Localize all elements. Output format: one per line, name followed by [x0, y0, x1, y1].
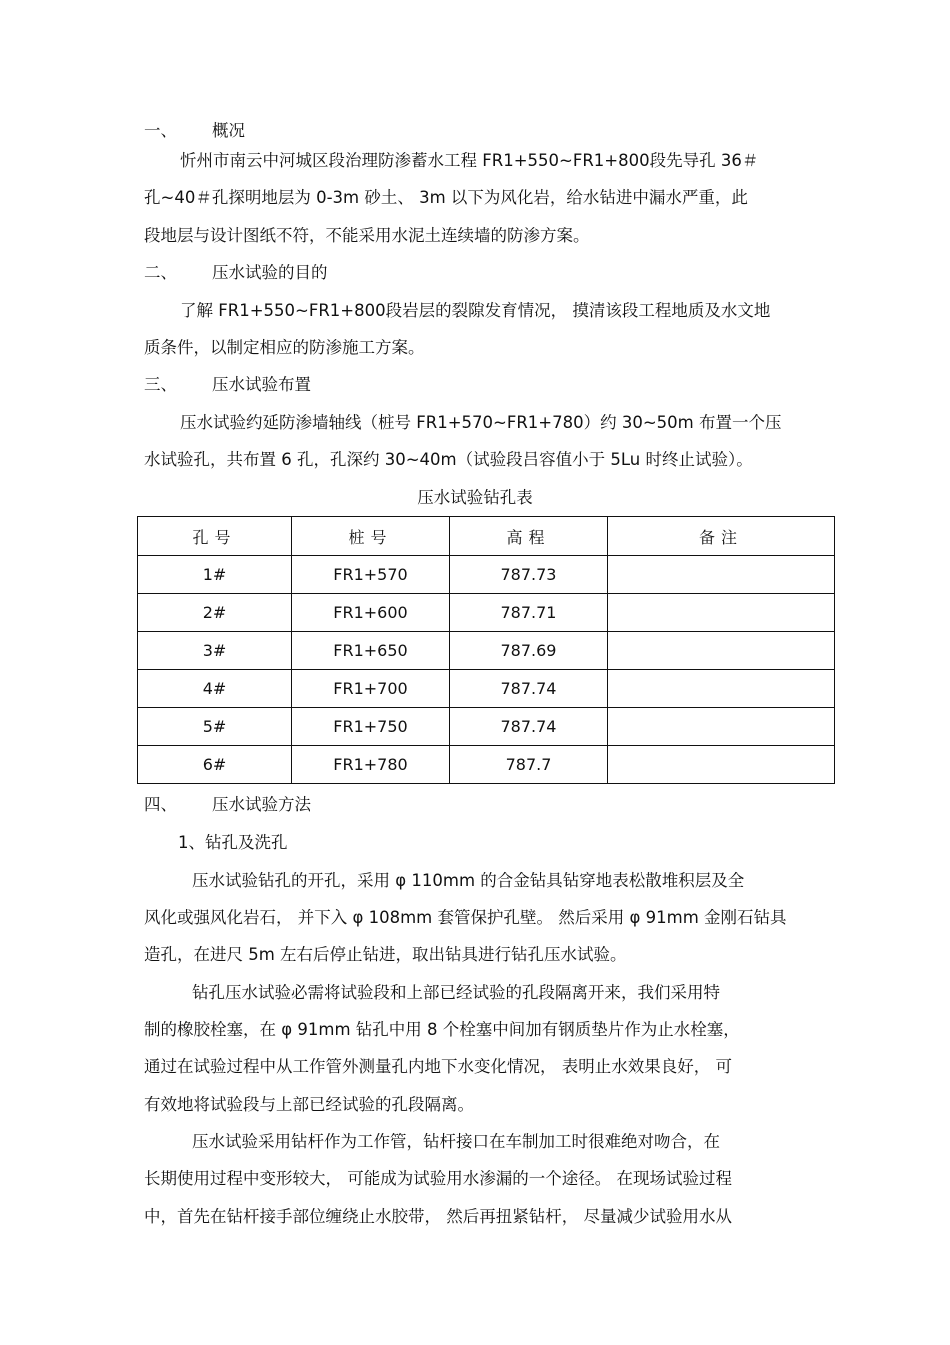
section-number: 一、	[144, 121, 177, 140]
hole-number-cell: 6#	[138, 746, 292, 784]
section-title: 压水试验布置	[212, 375, 311, 394]
elevation-cell: 787.74	[450, 708, 608, 746]
paragraph-line: 压水试验采用钻杆作为工作管，钻杆接口在车制加工时很难绝对吻合，在	[192, 1132, 720, 1151]
section-number: 四、	[144, 795, 177, 814]
paragraph-line: 风化或强风化岩石， 并下入 φ 108mm 套管保护孔壁。 然后采用 φ 91mm 金刚石钻具	[144, 908, 787, 927]
table-row	[138, 594, 835, 632]
table-row	[138, 670, 835, 708]
hole-number-cell: 4#	[138, 670, 292, 708]
elevation-cell: 787.69	[450, 632, 608, 670]
paragraph-line: 压水试验钻孔的开孔，采用 φ 110mm 的合金钻具钻穿地表松散堆积层及全	[192, 871, 745, 890]
paragraph-line: 中，首先在钻杆接手部位缠绕止水胶带， 然后再扭紧钻杆， 尽量减少试验用水从	[144, 1207, 732, 1226]
station-cell: FR1+700	[292, 670, 450, 708]
hole-number-cell: 1#	[138, 556, 292, 594]
paragraph-line: 有效地将试验段与上部已经试验的孔段隔离。	[144, 1095, 474, 1114]
remark-cell	[608, 670, 835, 708]
remark-cell	[608, 746, 835, 784]
table-row	[138, 632, 835, 670]
section-heading-2	[144, 262, 328, 284]
column-header: 高程	[450, 517, 608, 556]
remark-cell	[608, 708, 835, 746]
elevation-cell: 787.74	[450, 670, 608, 708]
section-title: 压水试验方法	[212, 795, 311, 814]
section-title: 概况	[212, 121, 245, 140]
remark-cell	[608, 556, 835, 594]
table-row	[138, 746, 835, 784]
station-cell: FR1+570	[292, 556, 450, 594]
station-cell: FR1+780	[292, 746, 450, 784]
paragraph-line: 孔~40＃孔探明地层为 0-3m 砂土、 3m 以下为风化岩，给水钻进中漏水严重，此	[144, 188, 748, 207]
table-caption: 压水试验钻孔表	[417, 488, 533, 507]
elevation-cell: 787.71	[450, 594, 608, 632]
drill-hole-table	[137, 516, 835, 784]
column-header: 桩号	[292, 517, 450, 556]
section-heading-1	[144, 120, 245, 142]
station-cell: FR1+650	[292, 632, 450, 670]
paragraph-line: 段地层与设计图纸不符，不能采用水泥土连续墙的防渗方案。	[144, 226, 590, 245]
paragraph-line: 压水试验约延防渗墙轴线（桩号 FR1+570~FR1+780）约 30~50m 布置一个压	[180, 413, 782, 432]
subsection-heading: 1、钻孔及洗孔	[178, 833, 288, 852]
hole-number-cell: 2#	[138, 594, 292, 632]
column-header: 备注	[608, 517, 835, 556]
section-heading-3	[144, 374, 311, 396]
paragraph-line: 长期使用过程中变形较大， 可能成为试验用水渗漏的一个途径。 在现场试验过程	[144, 1169, 732, 1188]
hole-number-cell: 5#	[138, 708, 292, 746]
station-cell: FR1+600	[292, 594, 450, 632]
section-heading-4	[144, 794, 311, 816]
section-number: 三、	[144, 375, 177, 394]
paragraph-line: 通过在试验过程中从工作管外测量孔内地下水变化情况， 表明止水效果良好， 可	[144, 1057, 732, 1076]
elevation-cell: 787.73	[450, 556, 608, 594]
paragraph-line: 制的橡胶栓塞，在 φ 91mm 钻孔中用 8 个栓塞中间加有钢质垫片作为止水栓塞，	[144, 1020, 740, 1039]
paragraph-line: 造孔，在进尺 5m 左右后停止钻进，取出钻具进行钻孔压水试验。	[144, 945, 627, 964]
remark-cell	[608, 632, 835, 670]
table-row	[138, 708, 835, 746]
column-header: 孔号	[138, 517, 292, 556]
remark-cell	[608, 594, 835, 632]
paragraph-line: 质条件，以制定相应的防渗施工方案。	[144, 338, 425, 357]
table-header-row	[138, 517, 835, 556]
section-title: 压水试验的目的	[212, 263, 328, 282]
paragraph-line: 忻州市南云中河城区段治理防渗蓄水工程 FR1+550~FR1+800段先导孔 36＃	[180, 151, 759, 170]
paragraph-line: 钻孔压水试验必需将试验段和上部已经试验的孔段隔离开来，我们采用特	[192, 983, 720, 1002]
paragraph-line: 水试验孔，共布置 6 孔，孔深约 30~40m（试验段吕容值小于 5Lu 时终止试验）。	[144, 450, 753, 469]
elevation-cell: 787.7	[450, 746, 608, 784]
paragraph-line: 了解 FR1+550~FR1+800段岩层的裂隙发育情况， 摸清该段工程地质及水文地	[180, 301, 771, 320]
table-row	[138, 556, 835, 594]
hole-number-cell: 3#	[138, 632, 292, 670]
station-cell: FR1+750	[292, 708, 450, 746]
section-number: 二、	[144, 263, 177, 282]
